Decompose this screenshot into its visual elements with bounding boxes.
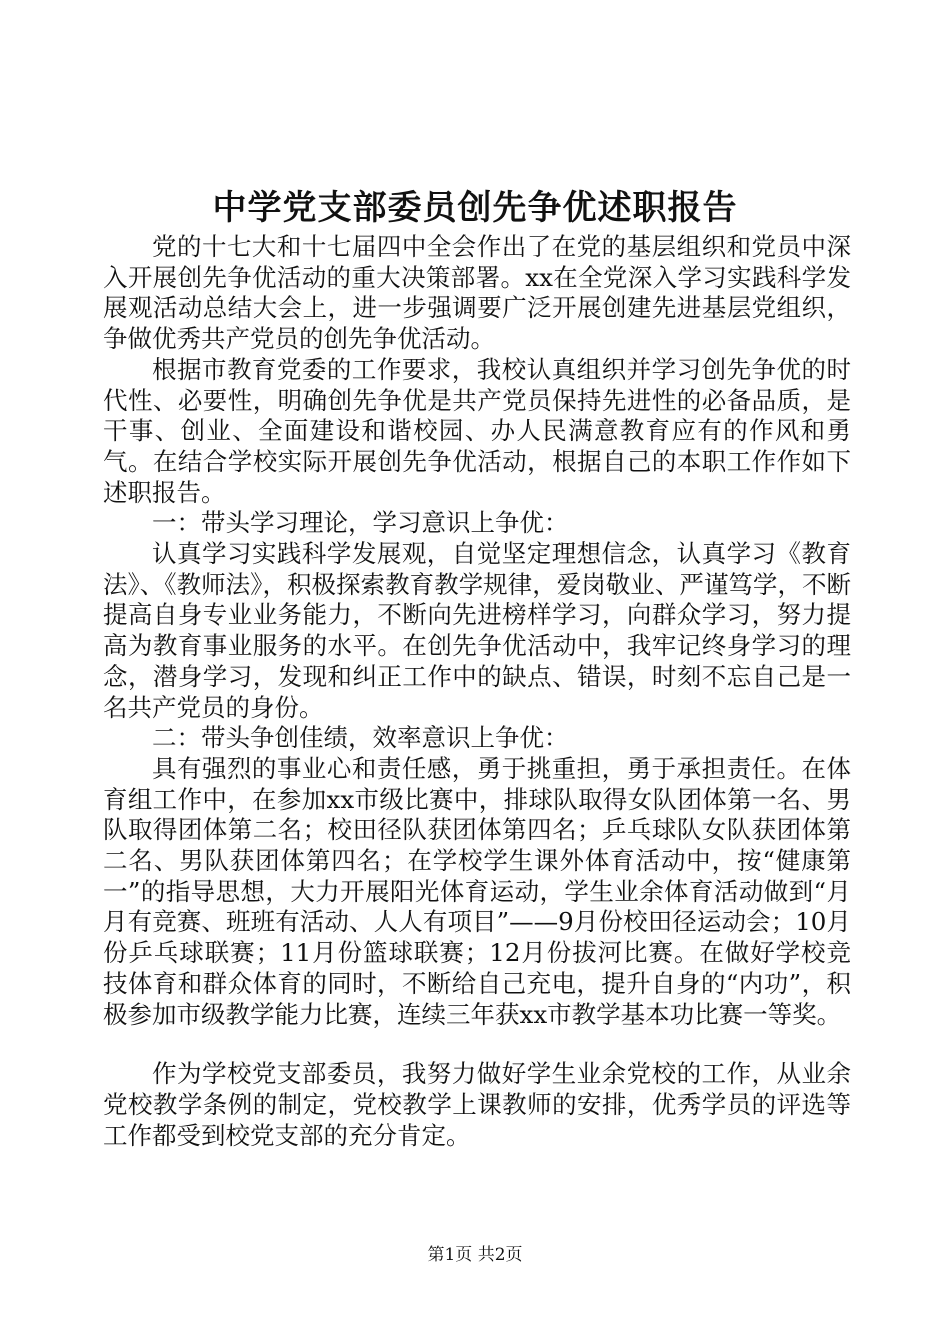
page-title: 中学党支部委员创先争优述职报告 [212,188,738,228]
document-body [103,232,851,1151]
paragraph-study: 认真学习实践科学发展观，自觉坚定理想信念，认真学习《教育法》、《教师法》，积极探索教育教学规律，爱岗敬业、严谨笃学，不断提高自身专业业务能力，不断向先进榜样学习，向群众学习，努力提高为教育事业服务的水平。在创先争优活动中，我牢记终身学习的理念，潜身学习，发现和纠正工作中的缺点、错误，时刻不忘自己是一名共产党员的身份。 [103,539,851,722]
paragraph-requirements: 根据市教育党委的工作要求，我校认真组织并学习创先争优的时代性、必要性，明确创先争优是共产党员保持先进性的必备品质，是干事、创业、全面建设和谐校园、办人民满意教育应有的作风和勇气。在结合学校实际开展创先争优活动，根据自己的本职工作作如下述职报告。 [103,354,851,507]
page-footer: 第1页 共2页 [427,1245,523,1265]
section-heading-2: 二：带头争创佳绩，效率意识上争优： [152,723,569,753]
paragraph-intro: 党的十七大和十七届四中全会作出了在党的基层组织和党员中深入开展创先争优活动的重大决策部署。xx在全党深入学习实践科学发展观活动总结大会上，进一步强调要广泛开展创建先进基层党组织，争做优秀共产党员的创先争优活动。 [103,232,851,354]
paragraph-party-school: 作为学校党支部委员，我努力做好学生业余党校的工作，从业余党校教学条例的制定，党校教学上课教师的安排，优秀学员的评选等工作都受到校党支部的充分肯定。 [103,1059,851,1150]
paragraph-achievements: 具有强烈的事业心和责任感，勇于挑重担，勇于承担责任。在体育组工作中，在参加xx市级比赛中，排球队取得女队团体第一名、男队取得团体第二名；校田径队获团体第四名；乒乓球队女队获团体第二名、男队获团体第四名；在学校学生课外体育活动中，按“健康第一”的指导思想，大力开展阳光体育运动，学生业余体育活动做到“月月有竞赛、班班有活动、人人有项目”——9月份校田径运动会；10月份乒乓球联赛；11月份篮球联赛；12月份拔河比赛。在做好学校竞技体育和群众体育的同时，不断给自己充电，提升自身的“内功”，积极参加市级教学能力比赛，连续三年获xx市教学基本功比赛一等奖。 [103,753,851,1029]
section-heading-1: 一：带头学习理论，学习意识上争优： [152,508,569,538]
